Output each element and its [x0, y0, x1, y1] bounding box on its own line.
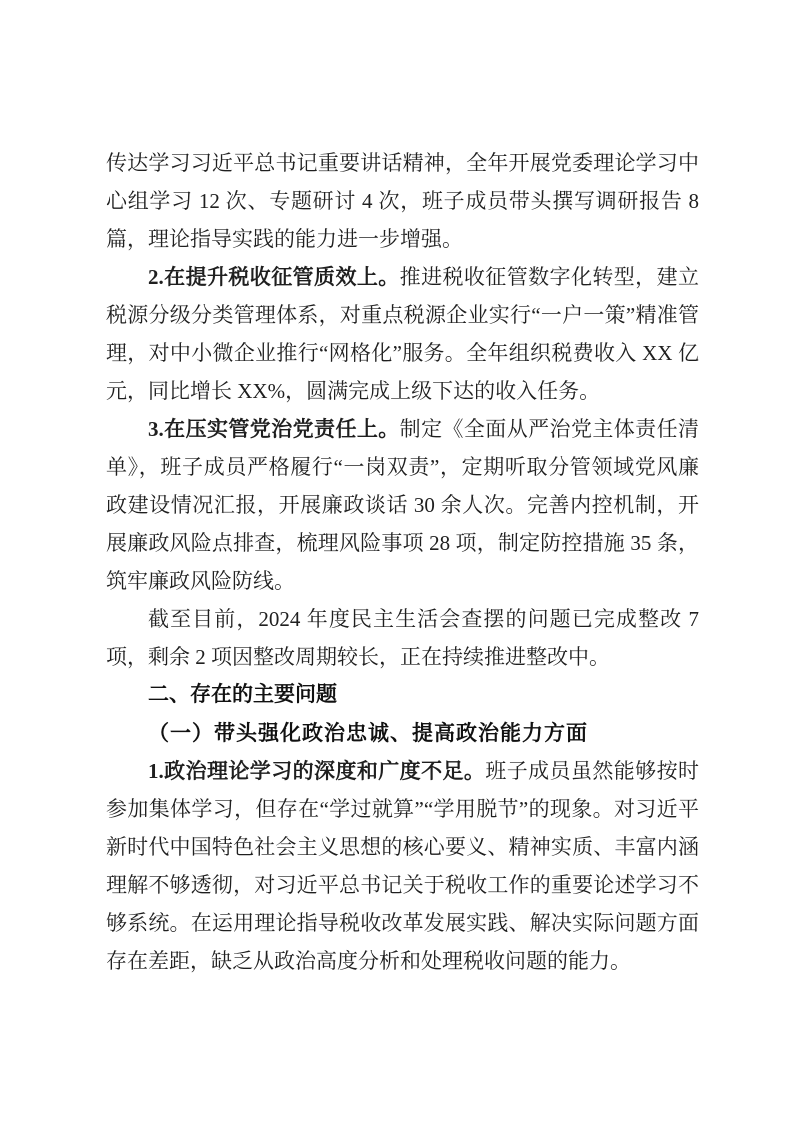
- paragraph-bold-lead: 3.在压实管党治党责任上。: [148, 417, 400, 441]
- paragraph-progress-summary: [106, 600, 699, 676]
- section-heading-main-problems: 二、存在的主要问题: [148, 683, 337, 706]
- paragraph-numbered-3: [106, 410, 699, 600]
- paragraph-numbered-2: [106, 258, 699, 410]
- paragraph-numbered-1: [106, 752, 699, 980]
- document-body: [106, 144, 699, 980]
- paragraph-bold-lead: 2.在提升税收征管质效上。: [148, 265, 400, 289]
- paragraph-text: 截至目前，2024 年度民主生活会查摆的问题已完成整改 7 项，剩余 2 项因整改周期较长，正在持续推进整改中。: [106, 607, 699, 669]
- paragraph-text: 推进税收征管数字化转型，建立税源分级分类管理体系，对重点税源企业实行“一户一策”精准管理，对中小微企业推行“网格化”服务。全年组织税费收入 XX 亿元，同比增长 XX%，圆满完成上级下达的收入任务。: [106, 265, 700, 403]
- paragraph-text: 传达学习习近平总书记重要讲话精神，全年开展党委理论学习中心组学习 12 次、专题研讨 4 次，班子成员带头撰写调研报告 8 篇，理论指导实践的能力进一步增强。: [106, 151, 699, 251]
- paragraph-continued: [106, 144, 699, 258]
- subsection-heading-political-loyalty: （一）带头强化政治忠诚、提高政治能力方面: [148, 721, 588, 745]
- paragraph-text: 班子成员虽然能够按时参加集体学习，但存在“学过就算”“学用脱节”的现象。对习近平新时代中国特色社会主义思想的核心要义、精神实质、丰富内涵理解不够透彻，对习近平总书记关于税收工作的重要论述学习不够系统。在运用理论指导税收改革发展实践、解决实际问题方面存在差距，缺乏从政治高度分析和处理税收问题的能力。: [106, 759, 700, 973]
- paragraph-text: 制定《全面从严治党主体责任清单》，班子成员严格履行“一岗双责”，定期听取分管领域党风廉政建设情况汇报，开展廉政谈话 30 余人次。完善内控机制，开展廉政风险点排查，梳理风险事项 28 项，制定防控措施 35 条，筑牢廉政风险防线。: [106, 417, 700, 593]
- paragraph-bold-lead: 1.政治理论学习的深度和广度不足。: [148, 759, 486, 783]
